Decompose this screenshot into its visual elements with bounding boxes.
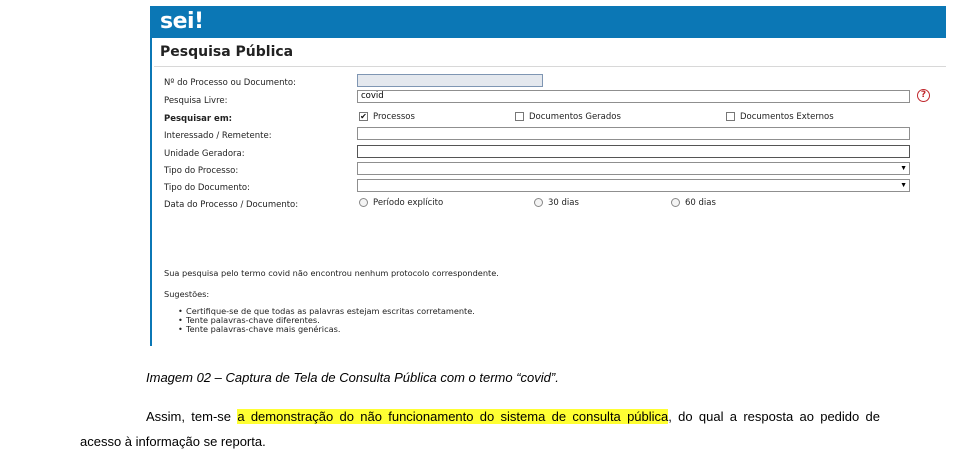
unit-label: Unidade Geradora: [164, 149, 245, 159]
figure-caption: Imagem 02 – Captura de Tela de Consulta Pública com o termo “covid”. [146, 370, 559, 385]
paragraph-text-after: , do qual a resposta ao pedido de [668, 409, 880, 424]
documentos-gerados-label: Documentos Gerados [529, 112, 621, 122]
suggestions-label: Sugestões: [164, 289, 210, 299]
sei-logo: sei! [160, 9, 204, 34]
paragraph-text-before: Assim, tem-se [146, 409, 238, 424]
search-in-label: Pesquisar em: [164, 114, 233, 124]
unit-input[interactable] [357, 145, 910, 158]
interested-label: Interessado / Remetente: [164, 131, 272, 141]
periodo-explicito-label: Período explícito [373, 198, 444, 208]
list-item: • Tente palavras-chave mais genéricas. [178, 325, 475, 334]
chevron-down-icon: ▼ [900, 165, 907, 172]
sei-screenshot [150, 6, 946, 346]
process-number-label: Nº do Processo ou Documento: [164, 78, 296, 88]
body-paragraph [80, 404, 880, 454]
documentos-externos-checkbox[interactable] [726, 112, 735, 121]
chevron-down-icon: ▼ [900, 182, 907, 189]
process-type-select[interactable] [357, 162, 910, 175]
title-divider [154, 66, 946, 67]
suggestions-list [178, 307, 475, 334]
sei-header-bar [150, 6, 946, 38]
30-dias-label: 30 dias [548, 198, 579, 208]
processos-label: Processos [373, 112, 415, 122]
60-dias-radio[interactable] [671, 198, 680, 207]
free-search-label: Pesquisa Livre: [164, 96, 228, 106]
no-results-message: Sua pesquisa pelo termo covid não encontrou nenhum protocolo correspondente. [164, 268, 499, 278]
periodo-explicito-radio[interactable] [359, 198, 368, 207]
highlighted-text: a demonstração do não funcionamento do sistema de consulta pública [237, 409, 669, 424]
date-label: Data do Processo / Documento: [164, 200, 299, 210]
page-title: Pesquisa Pública [160, 44, 294, 60]
left-border [150, 38, 152, 346]
process-type-label: Tipo do Processo: [164, 166, 239, 176]
question-circle-icon[interactable]: ? [917, 89, 930, 102]
processos-checkbox[interactable]: ✔ [360, 112, 367, 121]
interested-input[interactable] [357, 127, 910, 140]
list-item: • Certifique-se de que todas as palavras estejam escritas corretamente. [178, 307, 475, 316]
30-dias-radio[interactable] [534, 198, 543, 207]
process-number-input[interactable] [357, 74, 543, 87]
paragraph-line-2: acesso à informação se reporta. [80, 434, 266, 449]
document-type-select[interactable] [357, 179, 910, 192]
60-dias-label: 60 dias [685, 198, 716, 208]
paragraph-line-1 [80, 404, 880, 429]
documentos-externos-label: Documentos Externos [740, 112, 834, 122]
documentos-gerados-checkbox[interactable] [515, 112, 524, 121]
document-type-label: Tipo do Documento: [164, 183, 250, 193]
list-item: • Tente palavras-chave diferentes. [178, 316, 475, 325]
free-search-input[interactable]: covid [357, 90, 910, 103]
